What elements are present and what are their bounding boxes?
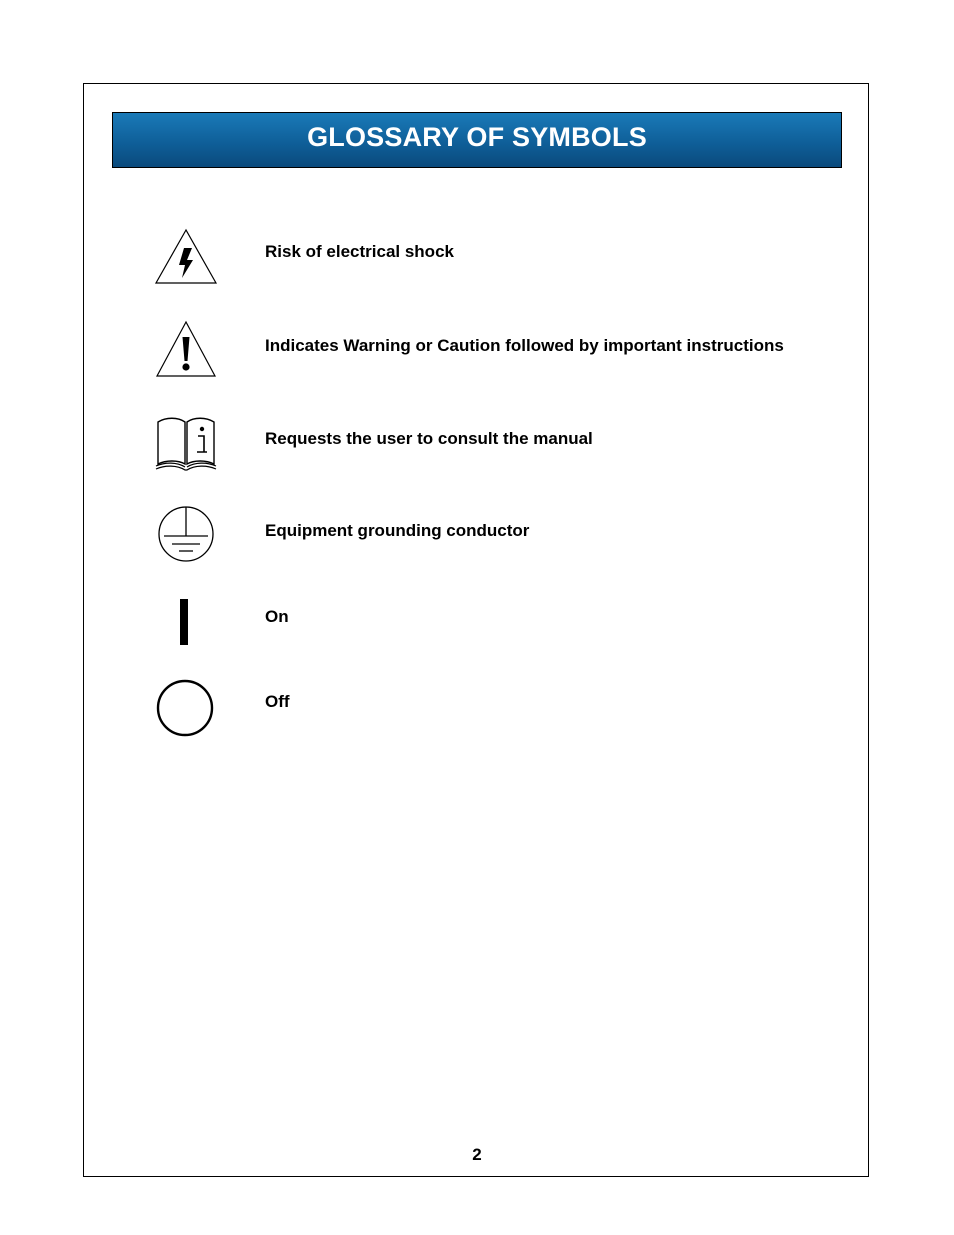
symbol-label: Risk of electrical shock (265, 242, 454, 261)
manual-info-icon (150, 410, 222, 474)
symbol-label: On (265, 607, 289, 626)
symbol-row-manual (150, 410, 850, 474)
symbol-label: Equipment grounding conductor (265, 521, 530, 540)
symbol-row-on (150, 596, 850, 660)
power-off-icon (150, 676, 222, 740)
page-title: GLOSSARY OF SYMBOLS (307, 122, 647, 152)
warning-icon (150, 317, 222, 381)
symbol-label: Off (265, 692, 290, 711)
symbol-label: Requests the user to consult the manual (265, 429, 593, 448)
title-banner (112, 112, 842, 168)
symbol-label: Indicates Warning or Caution followed by important instructions (265, 336, 784, 355)
symbol-row-warning (150, 317, 850, 381)
symbol-row-off (150, 676, 850, 740)
page-number: 2 (472, 1145, 482, 1164)
symbol-row-electrical-shock (150, 224, 850, 288)
ground-icon (150, 503, 222, 567)
symbol-row-ground (150, 503, 850, 567)
electrical-shock-icon (150, 224, 222, 288)
power-on-icon (150, 596, 222, 660)
